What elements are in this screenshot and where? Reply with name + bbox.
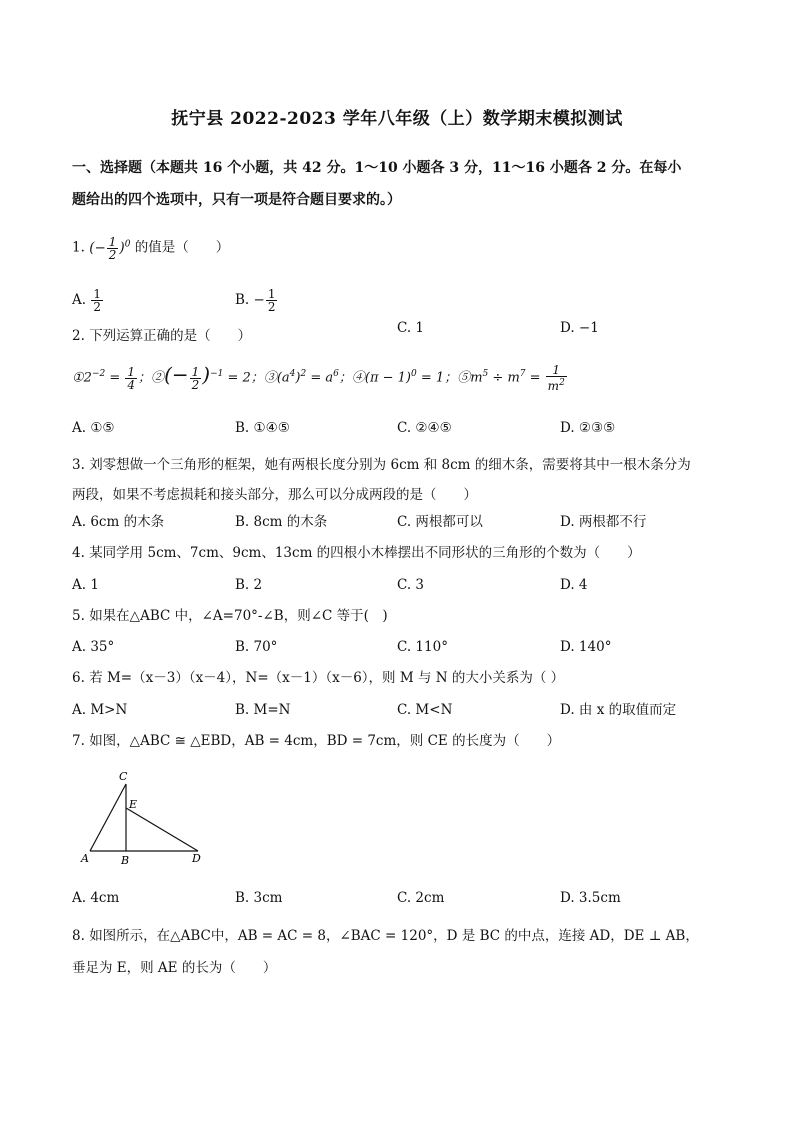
expr-1-fraction [125, 366, 137, 391]
question-number: 7. [72, 733, 85, 749]
expr-5-a-exp: 5 [482, 369, 489, 380]
option-label: B. [235, 292, 250, 308]
q5-option-a: A. 35° [72, 639, 115, 655]
question-number: 3. [72, 457, 85, 473]
expr-4-rhs: = 1 [416, 370, 445, 386]
segment-ed [126, 808, 198, 851]
question-number: 2. [72, 328, 85, 344]
question-8 [72, 920, 728, 984]
label-c: C [119, 770, 128, 783]
q2-option-d: D. ②③⑤ [560, 420, 616, 436]
section-heading-line-1: 一、选择题（本题共 16 个小题，共 42 分。1～10 小题各 3 分，11～16 小题各 2 分。在每小 [72, 160, 682, 176]
q2-expressions [72, 364, 728, 392]
expr-1-exp: −2 [91, 369, 106, 380]
question-number: 6. [72, 670, 85, 686]
q4-option-a: A. 1 [72, 577, 99, 593]
expr-5-a: m [470, 370, 483, 386]
q1-option-b [235, 288, 278, 313]
q7-option-d: D. 3.5cm [560, 890, 621, 906]
q4-option-b: B. 2 [235, 577, 263, 593]
q5-option-b: B. 70° [235, 639, 278, 655]
expr-sep: ； [250, 370, 264, 386]
label-e: E [129, 798, 138, 811]
question-number: 5. [72, 608, 85, 624]
q4-option-c: C. 3 [397, 577, 425, 593]
q6-option-c: C. M<N [397, 702, 453, 718]
q2-option-b: B. ①④⑤ [235, 420, 290, 436]
q1-a-fraction [91, 288, 103, 313]
expr-5-den-base: m [547, 379, 560, 393]
q1-b-sign: − [253, 292, 265, 308]
q3-line-2: 两段，如果不考虑损耗和接头部分，那么可以分成两段的是（ ） [72, 487, 477, 503]
expr-2-rhs: = 2 [223, 370, 251, 386]
q6-stem: 若 M=（x－3）（x－4），N=（x－1）（x－6），则 M 与 N 的大小关系为（ ） [89, 670, 565, 686]
q1-frac-num: 1 [108, 234, 117, 249]
expr-2-num: 1 [191, 364, 200, 379]
expr-2-exp: −1 [210, 369, 224, 380]
q5-stem: 如果在△ABC 中，∠A=70°-∠B，则∠C 等于( ) [89, 608, 388, 624]
triangle-figure [72, 768, 222, 868]
question-3 [72, 450, 728, 510]
expr-3-c: = a [306, 370, 334, 386]
q2-option-a: A. ①⑤ [72, 420, 115, 436]
question-number: 8. [72, 928, 85, 944]
expr-2-fraction [190, 366, 202, 391]
q8-line-2: 垂足为 E，则 AE 的长为（ ） [72, 960, 277, 976]
q1-b-den: 2 [267, 300, 276, 314]
expr-3-marker: ③ [263, 370, 277, 386]
expr-5-marker: ⑤ [457, 370, 471, 386]
expr-sep: ； [338, 370, 352, 386]
question-6 [72, 668, 728, 688]
q3-option-d: D. 两根都不行 [560, 514, 647, 530]
q1-option-d: D. −1 [560, 320, 599, 336]
segment-ac [90, 784, 126, 851]
q2-option-c: C. ②④⑤ [397, 420, 452, 436]
expr-5-num: 1 [546, 364, 567, 377]
q3-option-b: B. 8cm 的木条 [235, 514, 328, 530]
q7-stem: 如图，△ABC ≅ △EBD，AB = 4cm，BD = 7cm，则 CE 的长度为（ ） [89, 733, 561, 749]
q7-option-a: A. 4cm [72, 890, 120, 906]
q7-option-b: B. 3cm [235, 890, 283, 906]
q1-b-num: 1 [267, 287, 276, 301]
expr-3-inner-exp: 4 [289, 369, 296, 380]
q1-exponent: 0 [124, 239, 131, 249]
expr-3-rhs-exp: 6 [333, 369, 339, 380]
q1-option-a [72, 288, 104, 313]
expr-2-marker: ② [151, 370, 165, 386]
expr-4-text: (π − 1) [364, 370, 412, 386]
expr-3-b: ) [295, 370, 301, 386]
q5-option-c: C. 110° [397, 639, 448, 655]
question-7 [72, 731, 728, 751]
q8-line-1: 如图所示，在△ABC中，AB = AC = 8，∠BAC = 120°，D 是 BC 的中点，连接 AD，DE ⊥ AB， [89, 928, 699, 944]
q4-stem: 某同学用 5cm、7cm、9cm、13cm 的四根小木棒摆出不同形状的三角形的个数为（ ） [89, 545, 641, 561]
q7-option-c: C. 2cm [397, 890, 445, 906]
expr-1-den: 4 [127, 377, 136, 392]
q1-paren-close: ) [119, 239, 125, 256]
label-b: B [121, 854, 130, 867]
q3-option-c: C. 两根都可以 [397, 514, 483, 530]
expr-5-fraction [546, 364, 567, 392]
expr-sep: ； [444, 370, 458, 386]
q6-option-b: B. M=N [235, 702, 291, 718]
expr-4-exp: 0 [411, 369, 417, 380]
section-heading [72, 152, 722, 216]
expr-5-div: ÷ m [488, 370, 520, 386]
label-d: D [192, 852, 201, 865]
q4-option-d: D. 4 [560, 577, 588, 593]
q1-option-c: C. 1 [397, 320, 425, 336]
expr-3-outer-exp: 2 [300, 369, 307, 380]
q1-paren-open: (− [89, 239, 106, 256]
question-2 [72, 326, 728, 346]
q1-fraction [107, 236, 119, 261]
question-1 [72, 234, 728, 261]
section-heading-line-2: 题给出的四个选项中，只有一项是符合题目要求的。） [72, 192, 401, 208]
question-number: 1. [72, 239, 85, 256]
q1-a-den: 2 [93, 300, 101, 314]
expr-5-b-exp: 7 [519, 369, 526, 380]
q3-option-a: A. 6cm 的木条 [72, 514, 165, 530]
q1-a-num: 1 [93, 287, 101, 301]
expr-2-den: 2 [191, 377, 200, 392]
exam-title: 抚宁县 2022-2023 学年八年级（上）数学期末模拟测试 [171, 109, 623, 129]
question-4 [72, 543, 728, 563]
question-number: 4. [72, 545, 85, 561]
expr-4-marker: ④ [351, 370, 365, 386]
expr-1-base: 2 [83, 370, 92, 386]
question-5 [72, 606, 728, 626]
expr-5-eq: = [525, 370, 545, 386]
q1-expression [89, 234, 135, 262]
expr-1-marker: ① [72, 370, 84, 386]
q1-frac-den: 2 [108, 247, 117, 262]
expr-2-open: (− [164, 362, 189, 387]
q3-line-1: 刘零想做一个三角形的框架，她有两根长度分别为 6cm 和 8cm 的细木条，需要将其中一根木条分为 [89, 457, 691, 473]
expr-1-num: 1 [127, 364, 136, 379]
q2-stem: 下列运算正确的是（ ） [89, 328, 252, 344]
label-a: A [81, 852, 89, 865]
q6-option-a: A. M>N [72, 702, 128, 718]
q1-stem: 的值是（ ） [134, 239, 230, 256]
expr-5-den-exp: 2 [559, 378, 565, 388]
q1-b-fraction [266, 288, 278, 313]
q5-option-d: D. 140° [560, 639, 612, 655]
expr-2-close: ) [202, 362, 211, 387]
q6-option-d: D. 由 x 的取值而定 [560, 702, 677, 718]
expr-sep: ； [138, 370, 152, 386]
expr-3-a: (a [276, 370, 290, 386]
option-label: A. [72, 292, 87, 308]
expr-1-eq: = [105, 370, 125, 386]
